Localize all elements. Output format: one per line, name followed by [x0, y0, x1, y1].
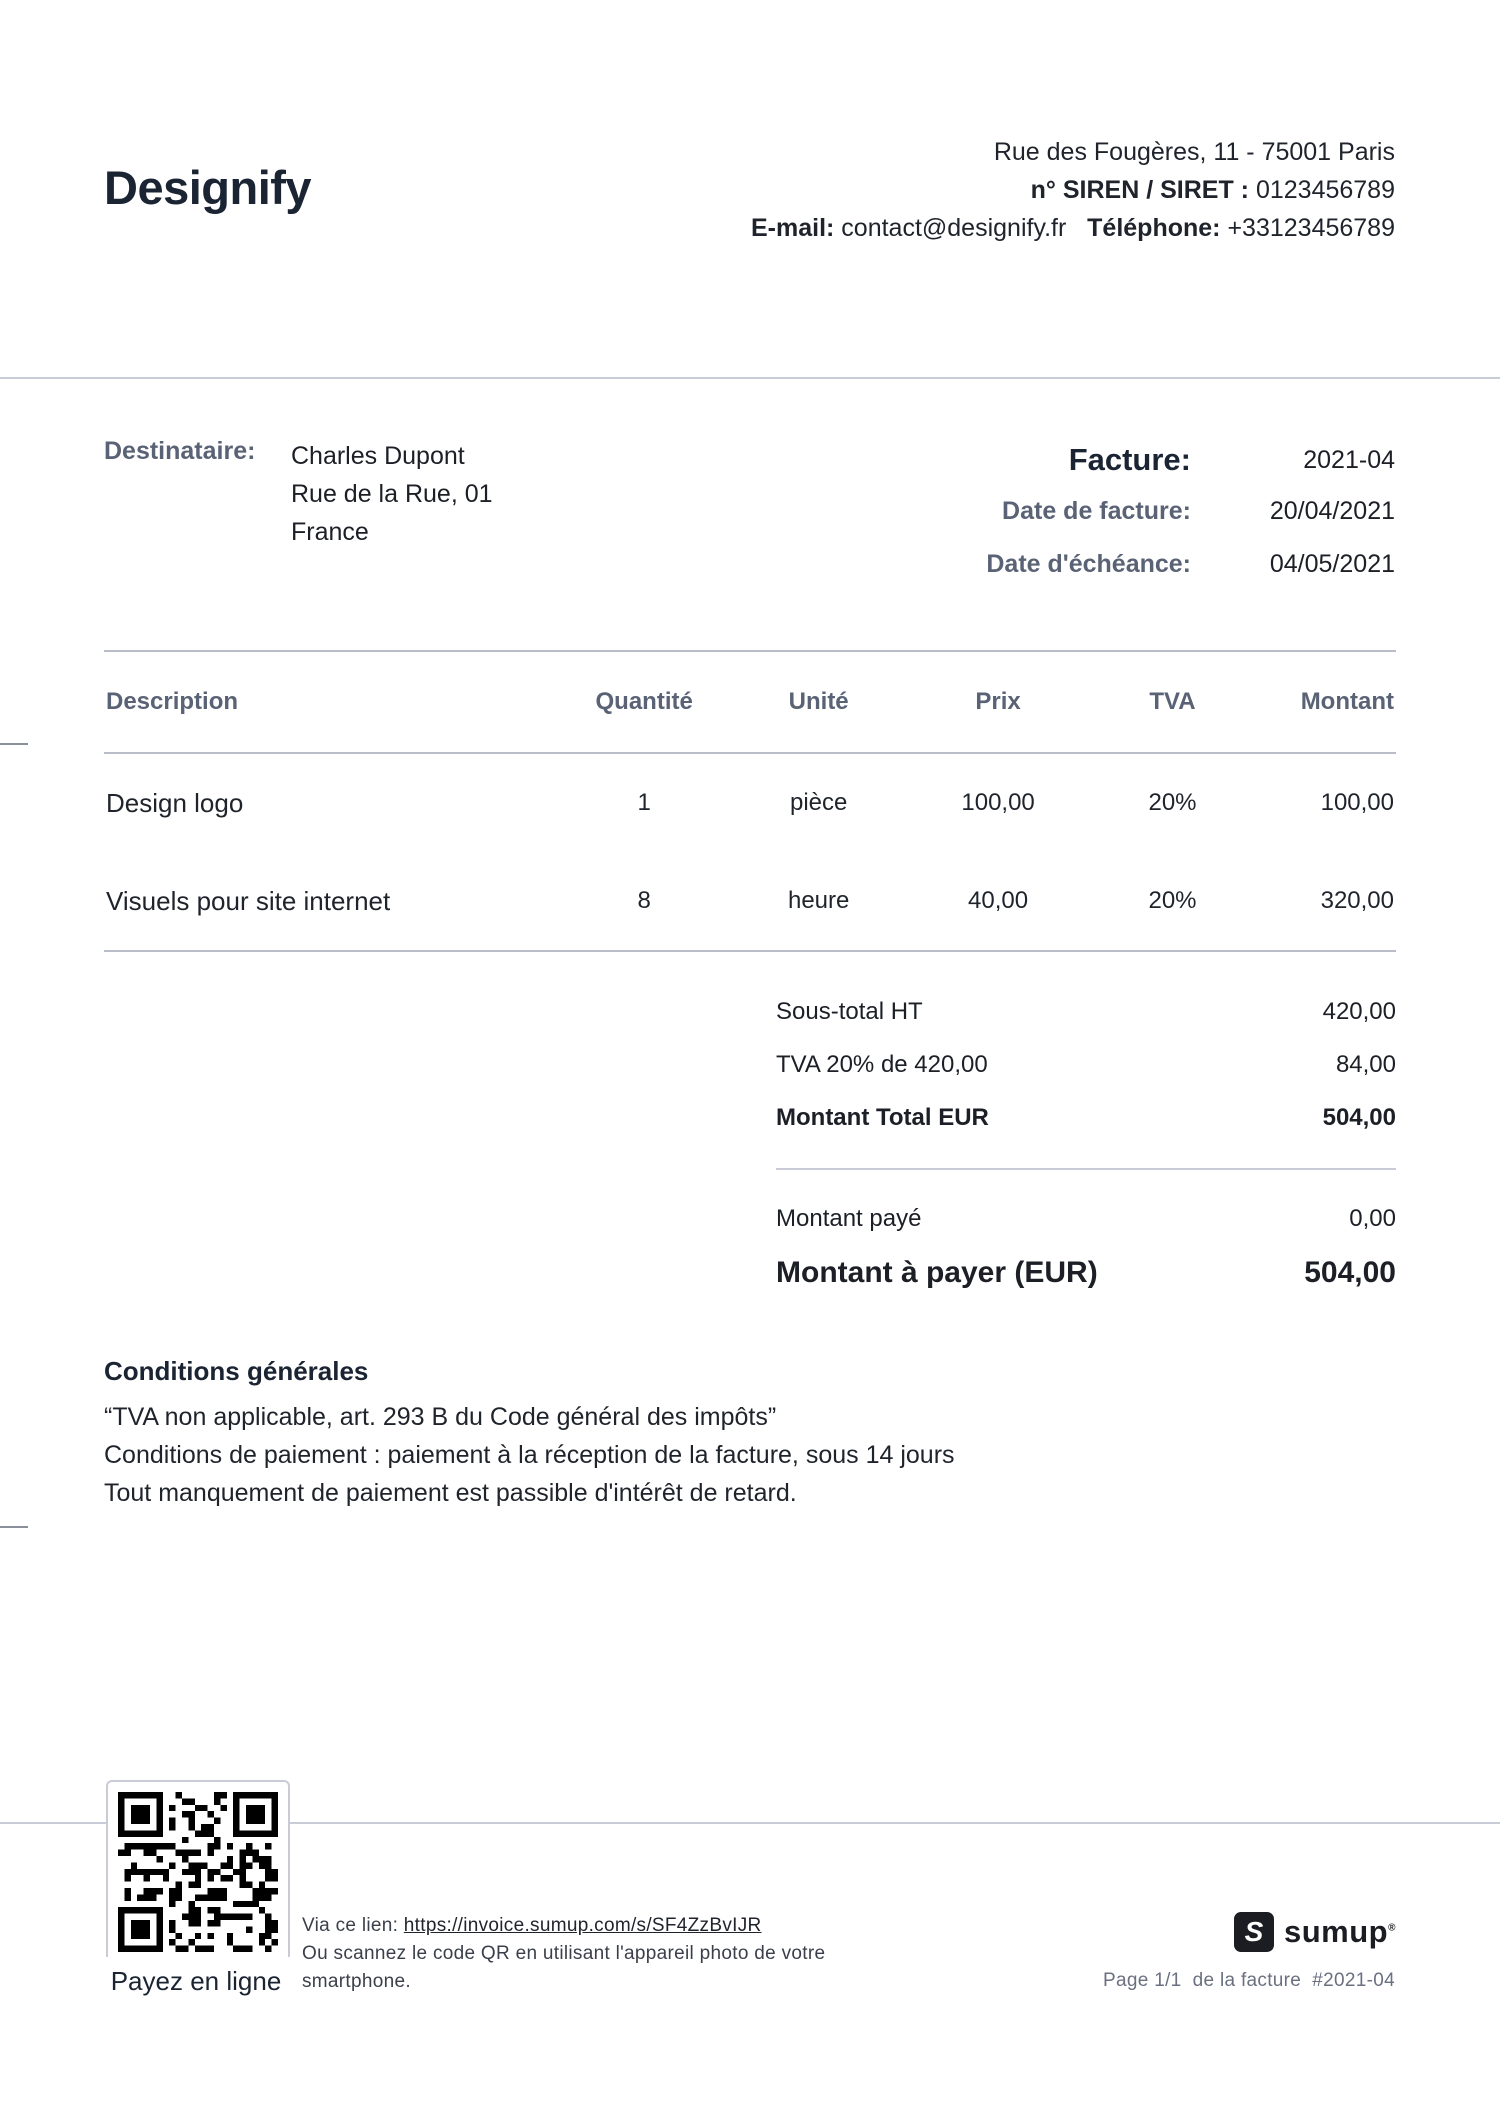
table-row — [104, 753, 1396, 852]
sender-address: Rue des Fougères, 11 - 75001 Paris — [993, 138, 1395, 166]
siren-value: 0123456789 — [1255, 176, 1395, 204]
recipient-street: Rue de la Rue, 01 — [291, 480, 493, 508]
invoice-number: 2021-04 — [1303, 446, 1395, 474]
row-amount: 100,00 — [1320, 789, 1394, 816]
total-value: 504,00 — [1322, 1104, 1396, 1131]
qr-code[interactable] — [106, 1780, 290, 1957]
header-unit: Unité — [744, 651, 894, 753]
sumup-wordmark-text: sumup — [1284, 1914, 1389, 1949]
vat-value: 84,00 — [1335, 1051, 1396, 1078]
total-label: Montant Total EUR — [776, 1104, 989, 1131]
header-amount: Montant — [1242, 651, 1396, 753]
row-amount: 320,00 — [1242, 852, 1396, 951]
terms-line: Tout manquement de paiement est passible d'intérêt de retard. — [104, 1479, 797, 1507]
subtotal-label: Sous-total HT — [776, 998, 923, 1025]
invoice-number-label: Facture: — [1068, 442, 1191, 477]
sumup-wordmark: sumup® — [1284, 1914, 1396, 1949]
header-vat: TVA — [1103, 651, 1243, 753]
row-quantity: 8 — [544, 852, 743, 951]
fold-mark-top — [0, 743, 28, 745]
scan-text: Ou scannez le code QR en utilisant l'appareil photo de votre — [302, 1943, 826, 1964]
phone-label: Téléphone: — [1087, 214, 1221, 242]
invoice-due: 04/05/2021 — [1269, 550, 1395, 578]
table-row — [104, 852, 1396, 951]
paid-label: Montant payé — [776, 1205, 922, 1232]
invoice-date-row — [955, 497, 1395, 537]
invoice-date: 20/04/2021 — [1269, 497, 1395, 525]
invoice-due-row — [955, 550, 1395, 590]
siren-label: n° SIREN / SIRET : — [1030, 176, 1249, 204]
row-price: 40,00 — [893, 852, 1102, 951]
row-description: Visuels pour site internet — [104, 852, 544, 951]
header-quantity: Quantité — [544, 651, 743, 753]
fold-mark-bottom — [0, 1526, 28, 1528]
terms-line: “TVA non applicable, art. 293 B du Code général des impôts” — [104, 1403, 777, 1431]
table-header-row — [104, 651, 1396, 753]
recipient-label: Destinataire: — [104, 437, 256, 465]
company-name: Designify — [104, 161, 312, 214]
row-price: 100,00 — [961, 789, 1035, 816]
recipient-address — [291, 437, 493, 551]
email-value[interactable]: contact@designify.fr — [841, 214, 1067, 242]
sender-info — [751, 133, 1395, 247]
scan-text: smartphone. — [302, 1971, 411, 1992]
qr-label: Payez en ligne — [110, 1966, 282, 1996]
header-divider — [0, 377, 1500, 379]
terms-line: Conditions de paiement : paiement à la réception de la facture, sous 14 jours — [104, 1441, 955, 1469]
invoice-date-label: Date de facture: — [1002, 497, 1191, 525]
sumup-logo — [1234, 1912, 1396, 1952]
sender-contact — [751, 209, 1395, 247]
row-vat: 20% — [1148, 789, 1197, 816]
page-info: Page 1/1 de la facture #2021-04 — [1103, 1970, 1395, 1991]
payment-link-line — [302, 1912, 825, 1940]
sender-siren — [751, 171, 1395, 209]
amount-due-label: Montant à payer (EUR) — [776, 1256, 1098, 1289]
invoice-due-label: Date d'échéance: — [986, 550, 1191, 578]
paid-value: 0,00 — [1349, 1205, 1396, 1232]
row-quantity: 1 — [637, 789, 651, 816]
invoice-number-row — [955, 442, 1395, 482]
totals-divider — [776, 1168, 1396, 1170]
phone-value: +33123456789 — [1227, 214, 1395, 242]
recipient-name: Charles Dupont — [291, 442, 465, 470]
sumup-logo-icon: S — [1234, 1912, 1274, 1952]
payment-instructions — [302, 1912, 825, 1996]
items-table — [104, 650, 1396, 952]
header-description: Description — [104, 651, 544, 753]
subtotal-value: 420,00 — [1322, 998, 1396, 1025]
row-unit: pièce — [789, 789, 848, 816]
payment-link[interactable]: https://invoice.sumup.com/s/SF4ZzBvIJR — [403, 1915, 762, 1936]
vat-label: TVA 20% de 420,00 — [776, 1051, 988, 1078]
row-description: Design logo — [106, 787, 244, 818]
email-label: E-mail: — [750, 214, 835, 242]
via-label: Via ce lien: — [302, 1915, 399, 1936]
qr-code-graphic — [118, 1792, 278, 1952]
row-unit: heure — [744, 852, 894, 951]
terms-text — [104, 1398, 955, 1512]
terms-title: Conditions générales — [104, 1356, 369, 1386]
amount-due-value: 504,00 — [1304, 1256, 1396, 1289]
row-vat: 20% — [1103, 852, 1243, 951]
recipient-country: France — [291, 518, 369, 546]
header-price: Prix — [893, 651, 1102, 753]
